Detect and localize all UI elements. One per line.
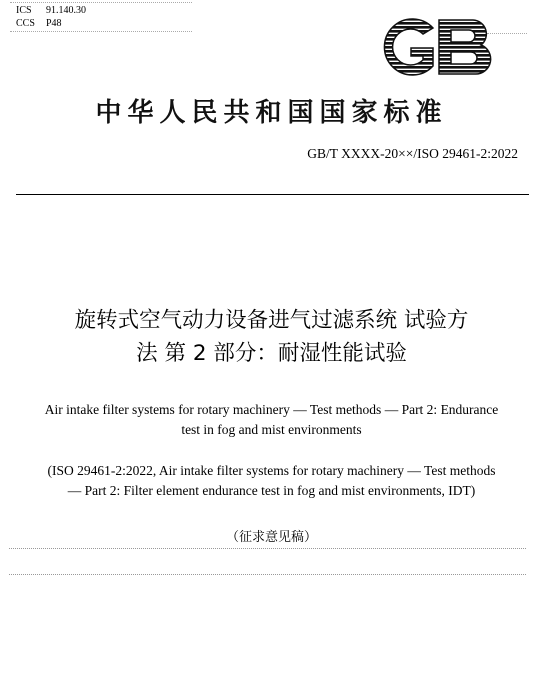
header-rule (16, 194, 529, 195)
iso-equivalence-line-2: — Part 2: Filter element endurance test in fog and mist environments, IDT) (67, 483, 476, 498)
english-title (0, 400, 543, 440)
english-title-line-1: Air intake filter systems for rotary machinery — Test methods — Part 2: Endurance (44, 402, 499, 417)
ccs-value: P48 (46, 18, 62, 29)
chinese-title-line-2: 法 第 2 部分：耐湿性能试验 (136, 341, 407, 366)
iso-equivalence (0, 461, 543, 501)
ccs-label: CCS (16, 18, 35, 29)
gb-logo (373, 14, 499, 80)
chinese-title-line-1: 旋转式空气动力设备进气过滤系统 试验方 (74, 308, 469, 333)
ccs-row (16, 17, 192, 30)
iso-equivalence-line-1: (ISO 29461-2:2022, Air intake filter systems for rotary machinery — Test methods (47, 463, 496, 478)
dotted-rule-upper (9, 548, 526, 549)
draft-status-label: （征求意见稿） (225, 530, 317, 545)
ics-value: 91.140.30 (46, 5, 86, 16)
english-title-line-2: test in fog and mist environments (181, 422, 362, 437)
dotted-rule-lower (9, 574, 526, 575)
classification-box (10, 2, 192, 32)
ics-row (16, 4, 192, 17)
issuing-body-title: 中华人民共和国国家标准 (95, 98, 448, 128)
ics-label: ICS (16, 5, 32, 16)
standard-number: GB/T XXXX-20××/ISO 29461-2:2022 (307, 146, 518, 161)
chinese-title (0, 304, 543, 370)
